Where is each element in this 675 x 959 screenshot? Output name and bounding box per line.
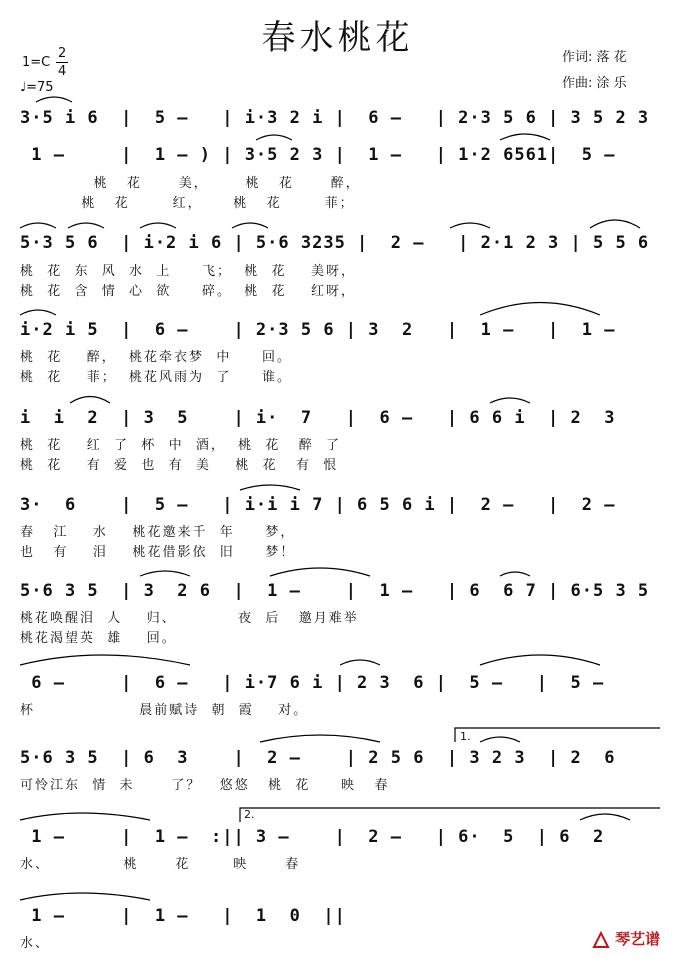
notation-row-7: 5·6 3 5 | 3 2 6 | 1 – | 1 – | 6 6 7 | 6·5 3 5 — [20, 581, 650, 601]
lyrics-row-5-verse-2: 桃 花 有 爱 也 有 美 桃 花 有 恨 — [20, 458, 339, 473]
lyrics-row-6-verse-1: 春 江 水 桃花邀来千 年 梦， — [20, 525, 296, 540]
notation-row-8: 6 – | 6 – | i·7 6 i | 2 3 6 | 5 – | 5 – — [20, 673, 605, 693]
tempo-marking: ♩=75 — [20, 80, 54, 95]
lyrics-row-6-verse-2: 也 有 泪 桃花借影依 旧 梦！ — [20, 545, 296, 560]
song-title: 春水桃花 — [261, 18, 414, 58]
lyrics-row-11-verse-1: 水、 — [20, 936, 51, 951]
slur — [140, 223, 176, 228]
slur — [20, 893, 150, 900]
lyrics-row-3-verse-1: 桃 花 东 风 水 上 飞； 桃 花 美呀， — [20, 264, 357, 279]
slur — [232, 223, 268, 228]
slur — [480, 655, 600, 665]
time-signature-denominator: 4 — [58, 64, 67, 79]
slur — [480, 737, 520, 742]
lyrics-row-2-verse-1: 桃 花 美， 桃 花 醉， — [20, 176, 361, 191]
slur — [500, 572, 530, 576]
composer-credit: 作曲: 涂 乐 — [562, 76, 627, 91]
notation-row-2: 1 – | 1 – ) | 3·5 2 3 | 1 – | 1·2 6561| 5 – — [20, 145, 616, 165]
notation-row-5: i i 2 | 3 5 | i· 7 | 6 – | 6 6 i | 2 3 — [20, 408, 616, 428]
lyrics-row-7-verse-1: 桃花唤醒泪 人 归、 夜 后 邀月难举 — [20, 611, 359, 626]
volta-1-label: 1. — [460, 730, 471, 743]
lyrics-row-5-verse-1: 桃 花 红 了 杯 中 酒， 桃 花 醉 了 — [20, 438, 342, 453]
slur — [70, 397, 110, 404]
slur — [500, 134, 550, 140]
lyrics-row-2-verse-2: 桃 花 红， 桃 花 菲； — [20, 196, 355, 211]
time-signature-numerator: 2 — [58, 46, 67, 61]
slur — [20, 655, 190, 665]
lyrics-row-7-verse-2: 桃花渴望英 雄 回。 — [20, 631, 177, 646]
notation-row-9: 5·6 3 5 | 6 3 | 2 – | 2 5 6 | 3 2 3 | 2 6 — [20, 748, 616, 768]
slur — [340, 660, 380, 665]
notation-row-10: 1 – | 1 – :|| 3 – | 2 – | 6· 5 | 6 2 — [20, 827, 605, 847]
slur — [260, 735, 380, 742]
slur — [450, 223, 490, 228]
slur — [256, 135, 292, 140]
notation-row-11: 1 – | 1 – | 1 0 || — [20, 906, 346, 926]
lyrics-row-10-verse-1: 水、 桃 花 映 春 — [20, 857, 301, 872]
logo-text: 琴艺谱 — [615, 930, 661, 948]
lyrics-row-3-verse-2: 桃 花 含 情 心 欲 碎。 桃 花 红呀， — [20, 284, 357, 299]
slur — [68, 223, 104, 228]
slur — [490, 398, 530, 403]
slur — [20, 813, 150, 820]
slur — [480, 303, 600, 316]
slur — [240, 485, 300, 490]
slur — [590, 220, 640, 228]
lyrics-row-9-verse-1: 可怜江东 情 未 了？ 悠悠 桃 花 映 春 — [20, 778, 390, 793]
lyrics-row-8-verse-1: 杯 晨前赋诗 朝 霞 对。 — [20, 703, 309, 718]
key-signature: 1=C — [22, 55, 51, 70]
lyrics-row-4-verse-1: 桃 花 醉， 桃花牵衣梦 中 回。 — [20, 350, 292, 365]
notation-row-1: 3·5 i 6 | 5 – | i·3 2 i | 6 – | 2·3 5 6 | 3 5 2 3 — [20, 108, 650, 128]
notation-row-3: 5·3 5 6 | i·2 i 6 | 5·6 3235 | 2 – | 2·1 2 3 | 5 5 6 — [20, 233, 650, 253]
lyricist-credit: 作词: 落 花 — [562, 50, 627, 65]
slur — [270, 568, 370, 576]
lyrics-row-4-verse-2: 桃 花 菲； 桃花风雨为 了 谁。 — [20, 370, 292, 385]
slur — [140, 571, 190, 576]
notation-row-4: i·2 i 5 | 6 – | 2·3 5 6 | 3 2 | 1 – | 1 – — [20, 320, 616, 340]
volta-2-label: 2. — [244, 808, 255, 821]
slur — [20, 310, 56, 315]
slur — [20, 223, 56, 228]
notation-row-6: 3· 6 | 5 – | i·i i 7 | 6 5 6 i | 2 – | 2 – — [20, 495, 616, 515]
slur — [580, 814, 630, 820]
slur — [36, 97, 72, 102]
